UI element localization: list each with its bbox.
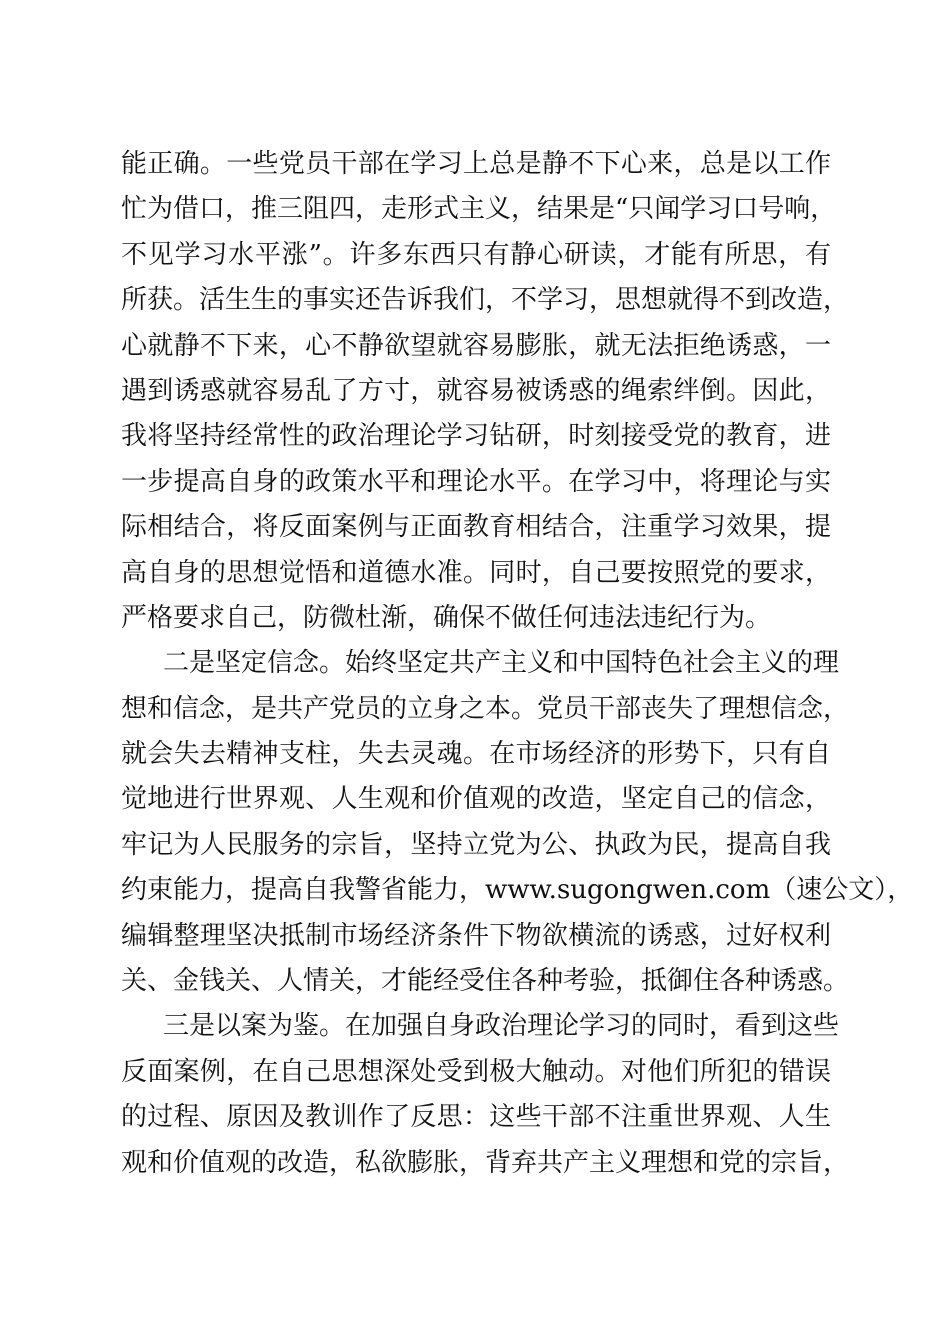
text-line: 的过程、原因及教训作了反思：这些干部不注重世界观、人生 — [121, 1102, 831, 1133]
text-line: 觉地进行世界观、人生观和价值观的改造，坚定自己的信念， — [121, 784, 831, 815]
text-line: 编辑整理坚决抵制市场经济条件下物欲横流的诱惑，过好权利 — [121, 920, 831, 951]
text-line: 我将坚持经常性的政治理论学习钻研，时刻接受党的教育，进 — [121, 421, 831, 452]
text-line: 心就静不下来，心不静欲望就容易膨胀，就无法拒绝诱惑，一 — [121, 330, 831, 361]
paragraph-end-line: 严格要求自己，防微杜渐，确保不做任何违法违纪行为。 — [121, 602, 772, 633]
text-line: 约束能力，提高自我警省能力，www.sugongwen.com（速公文）， — [121, 875, 914, 906]
document-body — [121, 142, 914, 1186]
text-line: 想和信念，是共产党员的立身之本。党员干部丧失了理想信念， — [121, 693, 850, 724]
text-line: 不见学习水平涨”。许多东西只有静心研读，才能有所思，有 — [121, 239, 831, 270]
text-line: 反面案例，在自己思想深处受到极大触动。对他们所犯的错误 — [121, 1056, 831, 1087]
paragraph-start-line: 二是坚定信念。始终坚定共产主义和中国特色社会主义的理 — [163, 648, 840, 679]
text-line: 牢记为人民服务的宗旨，坚持立党为公、执政为民，提高自我 — [121, 829, 831, 860]
paragraph-end-line: 关、金钱关、人情关，才能经受住各种考验，抵御住各种诱惑。 — [121, 966, 850, 997]
text-line: 观和价值观的改造，私欲膨胀，背弃共产主义理想和党的宗旨， — [121, 1147, 850, 1178]
text-line: 遇到诱惑就容易乱了方寸，就容易被诱惑的绳索绊倒。因此， — [121, 375, 831, 406]
text-line: 所获。活生生的事实还告诉我们，不学习，思想就得不到改造， — [121, 285, 850, 316]
text-line: 际相结合，将反面案例与正面教育相结合，注重学习效果，提 — [121, 512, 831, 543]
text-line: 忙为借口，推三阻四，走形式主义，结果是“只闻学习口号响， — [121, 194, 837, 225]
paragraph-start-line: 三是以案为鉴。在加强自身政治理论学习的同时，看到这些 — [163, 1011, 840, 1042]
text-line: 能正确。一些党员干部在学习上总是静不下心来，总是以工作 — [121, 149, 831, 179]
text-line: 就会失去精神支柱，失去灵魂。在市场经济的形势下，只有自 — [121, 739, 831, 770]
text-line: 一步提高自身的政策水平和理论水平。在学习中，将理论与实 — [121, 466, 831, 497]
text-line: 高自身的思想觉悟和道德水准。同时，自己要按照党的要求， — [121, 557, 831, 588]
